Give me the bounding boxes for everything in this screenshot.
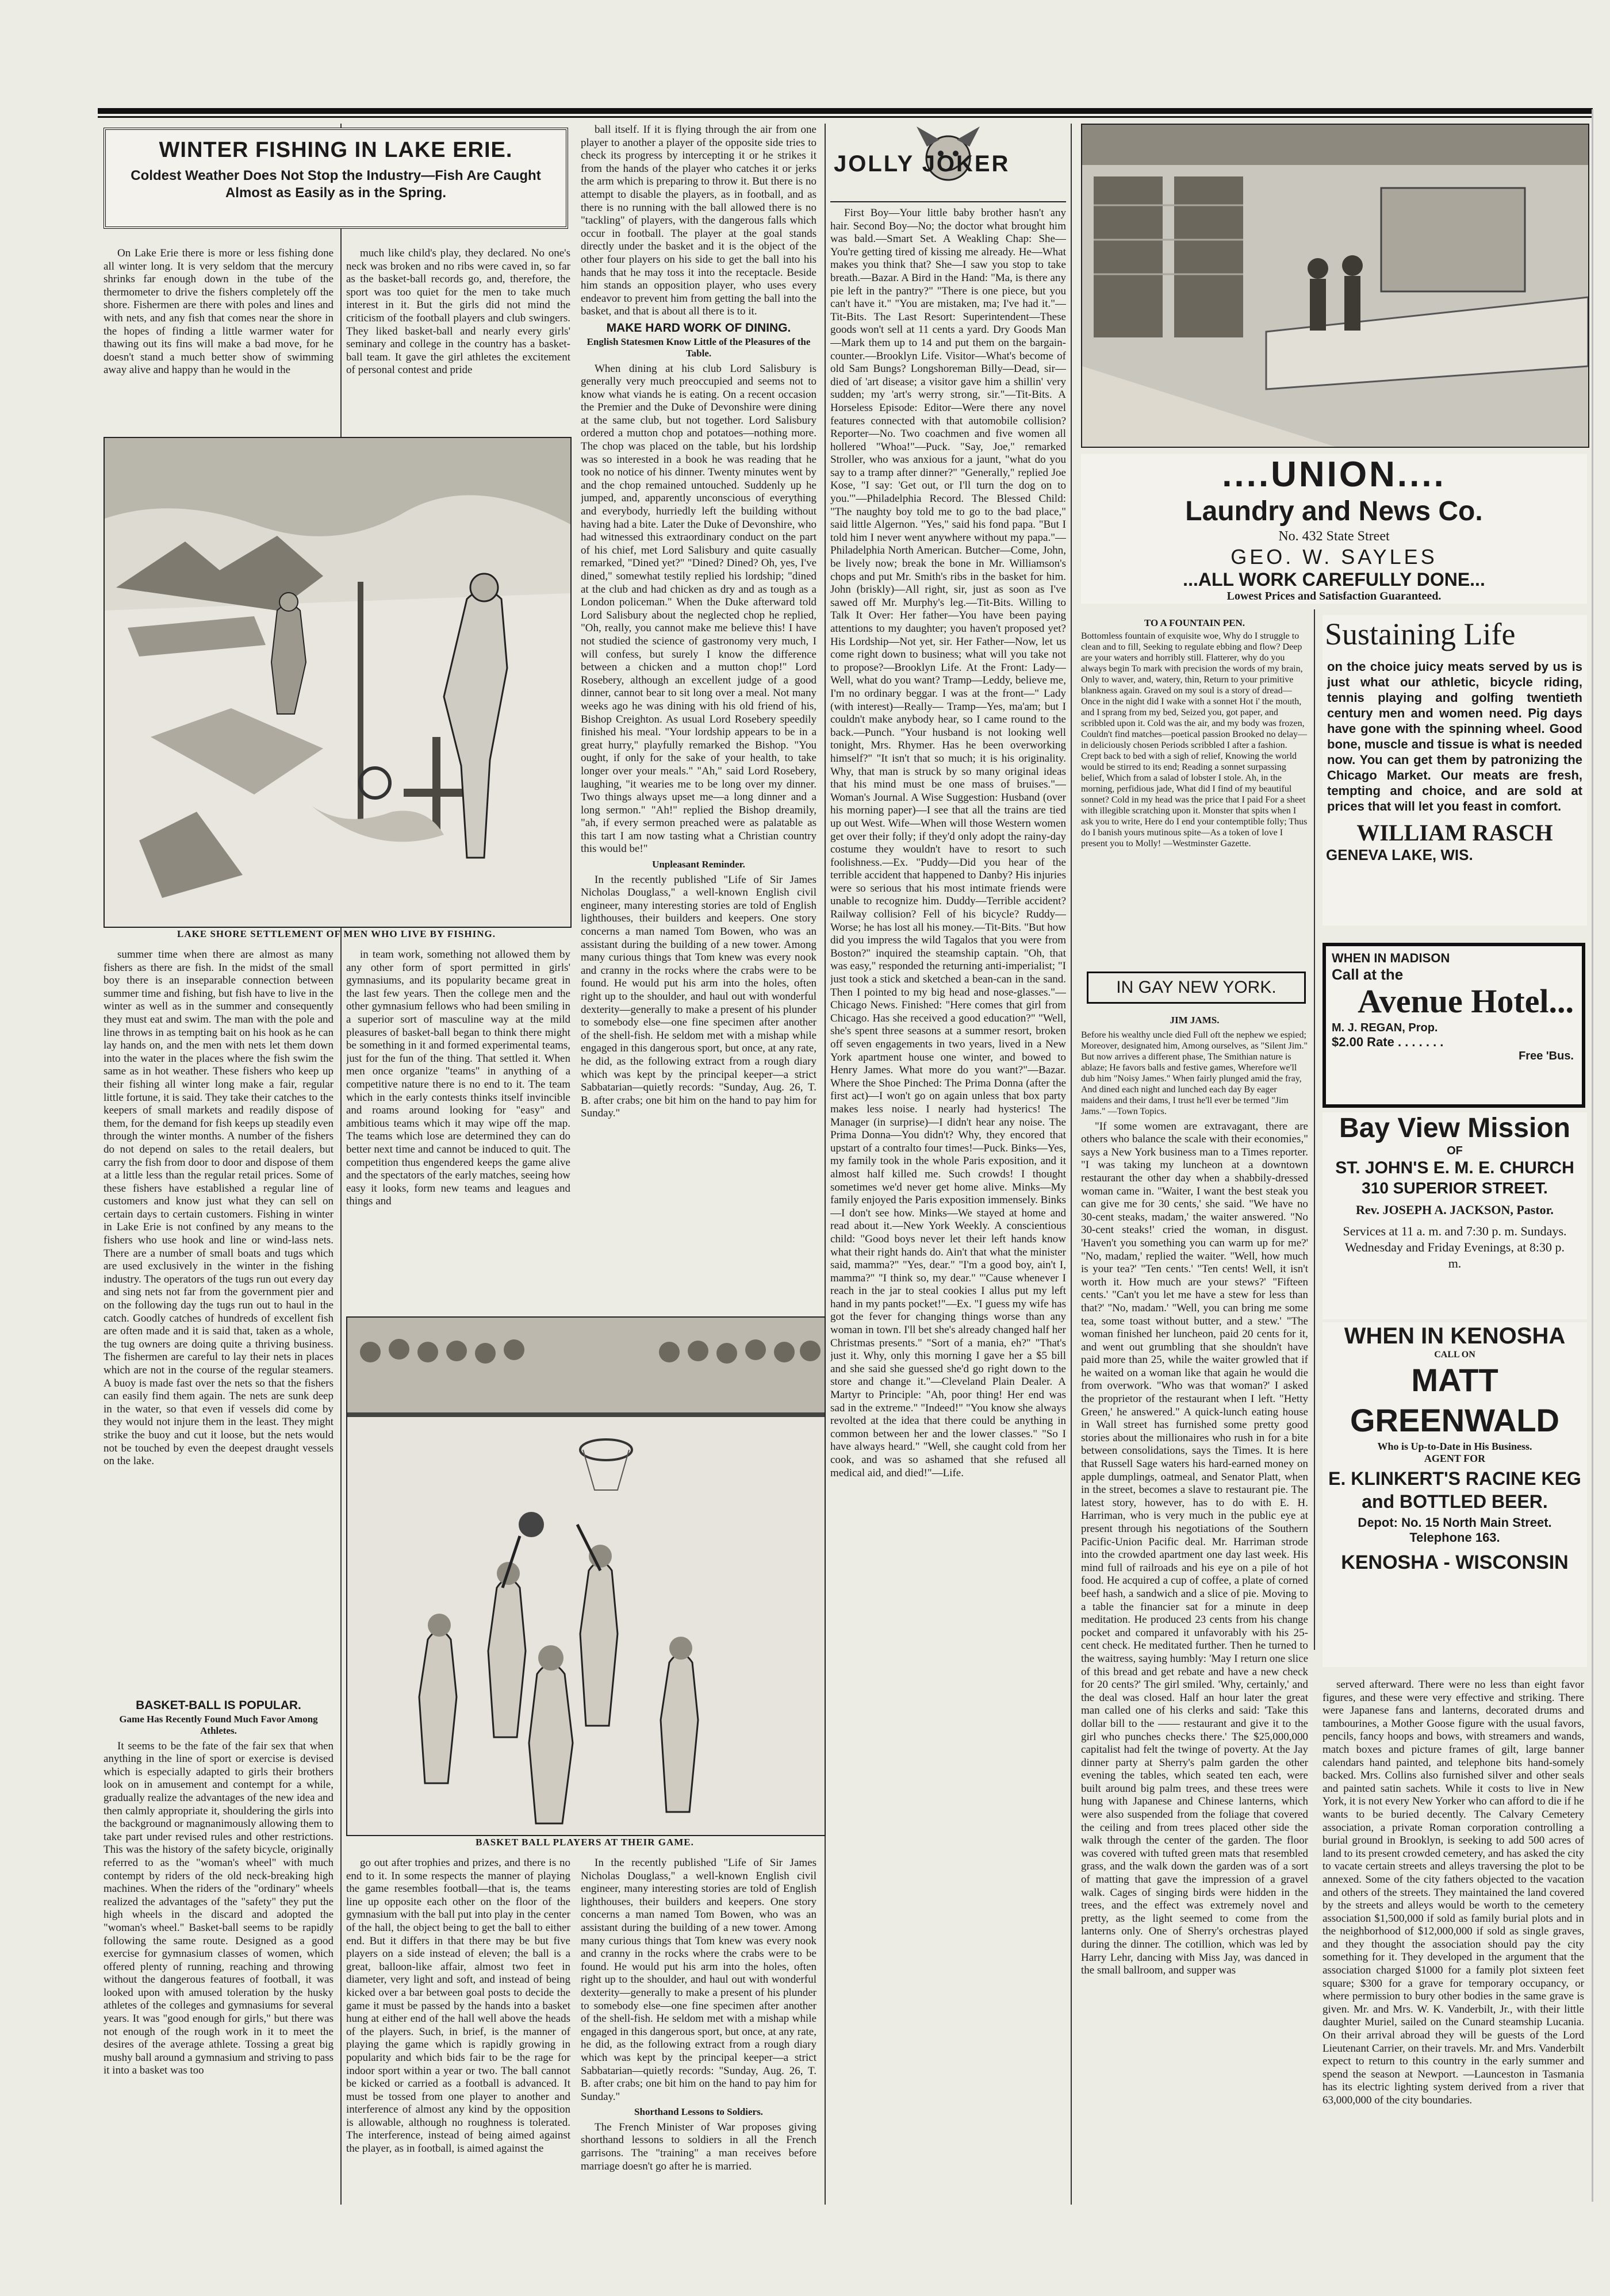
basketball-column: [346, 247, 570, 428]
kenosha-line6: Depot: No. 15 North Main Street.: [1358, 1515, 1552, 1530]
basketball-paragraph: It seems to be the fate of the fair sex that when anything in the line of sport or exercise is devised which is especially adapted to girls their brothers look on in amusement and contempt for a while, gradually realize the advantages of the new idea and then calmly appropriate it, shouldering the girls into the background or magnanimously allowing them to take part under revised rules and other restrictions. This was the history of the safety bicycle, originally referred to as the "woman's wheel" with much contempt by riders of the old neck-breaking high machines. When the riders of the "ordinary" wheels realized the advantages of the "safety" they put the high wheels in the discard and adopted the "woman's wheel." Basket-ball seems to be rapidly following the same route. Designed as a good exercise for gymnasium classes of women, which offered plenty of running, reaching and throwing without the dangerous features of football, it was looked upon with amused toleration by the husky athletes of the colleges and gymnasiums for several years. It was "good enough for girls," but there was not enough of the rough work in it to meet the desires of the average athlete. Tossing a great big mushy ball around a gymnasium and striving to pass it into a basket was too: [103, 1740, 334, 2077]
shorthand-title: Shorthand Lessons to Soldiers.: [634, 2106, 763, 2118]
kenosha-line8: KENOSHA - WISCONSIN: [1341, 1552, 1569, 1573]
gay-new-york-paragraph: "If some women are extravagant, there are others who balance the scale with their economies," says a New York business man to a Times reporter. "I was taking my luncheon at a downtown restaurant the other day when a shabbily-dressed woman came in. "Waiter, I want the best steak you can give me for 30 cents,' she said. "We have no 30-cent steaks, madam,' the waiter answered. "No 30-cent steaks!' cried the woman, in disgust. 'Haven't you something you can warm up for me?' "No, madam,' replied the waiter. "Well, how much is your tea?' "Ten cents.' "Ten cents! Well, it isn't worth it. How much are your stews?' "Fifteen cents.' "Can't you let me have a stew for less than that?' "No, madam.' "Well, you can bring me some tea, some toast without butter, and a stew.' "The woman finished her luncheon, paid 20 cents for it, and went out grumbling that she shouldn't have paid more than 25, while the waiter growled that if he waited on a woman like that again he would die from overwork. "Who was that woman?' I asked the proprietor of the restaurant when I left. "Hetty Green,' he answered." A quick-lunch eating house in Wall street has furnished some pretty good stories about the millionaires who rush in for a bite between consolidations, says the Times. It is here that Russell Sage waters his hard-earned money on apple dumplings, oatmeal, and Senator Platt, when in the street, becomes a slave to restaurant pie. The latest story, however, has to do with E. H. Harriman, who is very much in the public eye at present through his negotiations of the Southern Pacific-Union Pacific deal. Mr. Harriman strode into the crowded apartment one day last week. His mind full of railroads and his eye on a pile of hot food. He acquired a cup of coffee, a plate of corned beef hash, a sandwich and a slice of pie. Moving to a table the financier sat for a minute in deep meditation. He produced 23 cents from his change pocket and compared it unfavorably with his 25-cent check. He meditated further. Then he turned to the waitress, saying humbly: 'May I return one slice of this bread and get rebate and have a new check for 20 cents?' The girl smiled. 'Why, certainly,' and the deal was closed. Half an hour later the great man called one of his clerks and said: 'Take this dollar bill to the —— restaurant and give it to the girl who punches checks there.' The $25,000,000 capitalist had felt the twinge of poverty. At the Jay dinner party at Sherry's palm garden the other evening the tables, which seated ten each, were built around big palm trees, and these trees were hung with Japanese and Chinese lanterns, which were also suspended from the foliage that covered the ceiling and from trees placed other side the walk through the center of the garden. The floor was covered with tufted green mats that resembled grass, and the walk down the garden was of a sort of matting that gave the impression of a gravel walk. Cages of singing birds were hidden in the trees, and the effect was extremely novel and pretty, as the light seemed to come from the lanterns only. One of Sherry's orchestras played during the dinner. The cotillion, which was led by Harry Lehr, dancing with Miss Jay, was danced in the small ballroom, and supper was: [1081, 1120, 1308, 1977]
winter-fishing-headline-box: [103, 128, 568, 229]
avenue-rate: $2.00 Rate . . . . . . .: [1332, 1035, 1444, 1049]
kenosha-line2: CALL ON: [1434, 1350, 1475, 1360]
lake-shore-drawing: [105, 438, 570, 927]
center-column: [581, 124, 816, 1311]
basketball-paragraph: go out after trophies and prizes, and there is no end to it. In some respects the manner of playing the game resembles football—that is, the teams line up opposite each other on the floor of the gymnasium with the ball put into play in the center of the hall, the object being to get the ball to either end. But it differs in that there may be but five players on a side instead of eleven; the ball is a great, balloon-like affair, almost two feet in diameter, very light and soft, and instead of being kicked over a bar between goal posts to decide the game it must be passed by the hands into a basket hung at either end of the hall well above the heads of the players. Such, in brief, is the manner of playing the game which is rapidly growing in popularity and which bids fair to be the rage for indoor sport within a year or two. The ball cannot be kicked or carried as a football is advanced. It must be tossed from one player to another and interference of almost any kind by the opposition is allowable, although no roughness is tolerated. The interference, instead of being aimed against the player, as in football, is aimed against the: [346, 1857, 570, 2155]
top-rule-thin: [98, 116, 1593, 118]
store-interior-image: [1082, 125, 1588, 447]
union-laundry-ad: [1081, 454, 1587, 604]
winter-fishing-paragraph: On Lake Erie there is more or less fishing done all winter long. It is very seldom that the mercury shrinks far enough down in the tube of the thermometer to drive the fishers completely off the shore. Fishermen are there with poles and lines and with nets, and any fish that comes near the shore in the hopes of finding a little warmer water for thawing out its fins will make a bad move, for he doesn't stand a much better show of swimming away alive and happy than he would in the: [103, 247, 334, 377]
kenosha-title: MATT GREENWALD: [1350, 1362, 1559, 1438]
union-title: ....UNION....: [1222, 455, 1446, 494]
union-address: No. 432 State Street: [1278, 529, 1390, 544]
jolly-joker-banner: [830, 124, 1066, 202]
basketball-paragraph: ball itself. If it is flying through the air from one player to another a player of the opposite side tries to check its progress by intercepting it or he strikes it from the hands of the player who catches it or jerks the arm which is preparing to throw it. But there is no attempt to disable the players, as in football, and as there is no running with the ball allowed there is no "tackling" of players, with the dangerous falls which occur in football. The player at the goal stands directly under the basket and it is the object of the other four players on his side to get the ball into his hands that he may toss it into the receptacle. Beside him stands an opposition player, who uses every endeavor to prevent him from getting the ball into the basket, and that is about all there is to it.: [581, 124, 816, 318]
dining-paragraph: When dining at his club Lord Salisbury is generally very much preoccupied and seems not to know what viands he is eating. On a recent occasion the Premier and the Duke of Devonshire were dining at the same club, but not together. Lord Salisbury ordered a mutton chop and potatoes—nothing more. The chop was placed on the table, but his lordship was so interested in a book he was reading that he took no notice of his dinner. Twenty minutes went by and the chop remained untouched. Suddenly up he jumped, and, apparently unconscious of everything and everybody, hurriedly left the building without having had a bite. Later the Duke of Devonshire, who had witnessed this extraordinary conduct on the part of his chief, met Lord Salisbury and quite casually remarked, "Dined yet?" "Dined? Dined? Oh, yes, I've dined," somewhat testily replied his lordship; "dined at the club and had chicken as dry and as tough as a London policeman." When the Duke afterward told Lord Salisbury about the neglected chop he replied, "Oh, really, you cannot make me believe this! I have not studied the science of gastronomy very much, I will confess, but surely I know the difference between a chicken and a mutton chop!" Lord Rosebery, although an excellent judge of a good dinner, cannot bear to sit long over a meal. Not many weeks ago he was dining with his old friend of his, Bishop Creighton. As usual Lord Rosebery speedily finished his meal. "Your lordship appears to be in a great hurry," playfully remarked the Bishop. "You ought, if only for the sake of your health, to take longer over your meals." "Ah," said Lord Rosebery, laughing, "it wearies me to be long over my dinner. Two things always upset me—a long dinner and a long sermon." "Ah!" replied the Bishop dreamily, "ah, if every sermon preached were as palatable as this tart I am now tasting what a Christian country this would be!": [581, 362, 816, 855]
kenosha-line3: Who is Up-to-Date in His Business.: [1377, 1441, 1532, 1452]
reminder-title: Unpleasant Reminder.: [652, 859, 745, 870]
reminder-paragraph: In the recently published "Life of Sir James Nicholas Douglass," a well-known English civil engineer, many interesting stories are told of English lighthouses, their builders and keepers. One story concerns a man named Tom Bowen, who was an assistant during the building of a new tower. Among many curious things that Tom knew was every nook and cranny in the rocks where the crabs were to be found. He would put his arm into the holes, often right up to the shoulder, and haul out with wonderful dexterity—generally to make a present of his plunder to somebody else—one fine specimen after another of the shell-fish. He seldom met with a mishap while engaged in this dangerous sport, but once, at any rate, he did, as the following extract from a rough diary which was kept by the principal keeper—a strict Sabbatarian—quietly records: "Sunday, Aug. 26, T. B. after crabs; one bit him on the hand to pay him for Sunday.": [581, 1857, 816, 2103]
jolly-joker-column: [830, 207, 1066, 2196]
lake-shore-illustration: [103, 437, 572, 928]
gay-new-york-title: IN GAY NEW YORK.: [1116, 978, 1276, 997]
gay-new-york-box: [1087, 972, 1306, 1004]
basketball-article: [103, 1696, 334, 2190]
dining-title: MAKE HARD WORK OF DINING.: [606, 321, 791, 335]
avenue-hotel-ad: [1322, 943, 1585, 1108]
avenue-bus: Free 'Bus.: [1519, 1050, 1574, 1062]
column-rule: [340, 124, 342, 2205]
avenue-line2: Call at the: [1332, 966, 1404, 983]
sustaining-life-name: WILLIAM RASCH: [1356, 820, 1553, 846]
column-rule: [1314, 609, 1315, 1650]
lake-shore-caption: LAKE SHORE SETTLEMENT OF MEN WHO LIVE BY FISHING.: [177, 928, 496, 939]
kenosha-line4: AGENT FOR: [1424, 1453, 1486, 1464]
bayview-street: 310 SUPERIOR STREET.: [1362, 1179, 1548, 1197]
winter-fishing-column: [103, 949, 334, 1690]
basketball-column: [346, 949, 570, 1305]
winter-fishing-paragraph: summer time when there are almost as many fishers as there are fish. In the midst of the small boy there is an inseparable connection between summer time and fishing, but fish have to live in the winter as well as in the summer and consequently they must eat and swim. The man with the pole and line throws in as tempting bait on his hook as he can lay hands on, and the men with nets let them down into the water in the places where the fish swim the same as in hot weather. These fishers who keep up their fishing all winter long make a fair, regular little fortune, it is said. They take their catches to the keepers of small markets and readily dispose of them, for the demand for fish keeps up steadily even through the winter months. A number of the fishers do not depend on sales to the retail dealers, but carry the fish from door to door and dispose of them at a little less than the regular retail prices. Some of these fishers have established a regular line of customers and know just what they can sell on certain days to certain customers. Fishing in winter in Lake Erie is not confined by any means to the fishers who use hook and line or wind-lass nets. There are a number of small boats and tugs which are used exclusively in the winter in the fishing industry. The operators of the tugs run out every day and sing nets not far from the government pier and on the following day the tugs run out to haul in the catch. Goodly catches of hundreds of excellent fish are often made and it is said that, taken as a whole, the tug owners are doing quite a thriving business. The fishermen are careful to lay their nets in places which are not in the course of the regular steamers. A buoy is made fast over the nets so that the fishers can easily find them again. The nets are sunk deep in the water, so that even if vessels did come by they would not injure them in the least. They might strike the buoy and cut it loose, but the nets would not be touched by even the deepest draught vessels on the lake.: [103, 949, 334, 1468]
basketball-title: BASKET-BALL IS POPULAR.: [136, 1699, 301, 1712]
fountain-pen-poem: [1081, 615, 1308, 960]
jolly-joker-title: JOLLY JOKER: [834, 151, 1010, 176]
kenosha-ad: [1322, 1322, 1587, 1667]
sustaining-life-place: GENEVA LAKE, WIS.: [1326, 846, 1473, 863]
basketball-column: [346, 1857, 570, 2196]
avenue-prop: M. J. REGAN, Prop.: [1332, 1022, 1438, 1034]
gay-new-york-column: [1322, 1679, 1584, 2196]
jolly-joker-jokes: First Boy—Your little baby brother hasn't any hair. Second Boy—No; the doctor what brought him was bald.—Smart Set. A Weakling Chap: She—You're getting tired of kissing me already. He—What makes you think that? She—I saw you stop to take breath.—Bazar. A Bird in the Hand: "Ma, is there any pie left in the pantry?" "There is one piece, but you can't have it." "You are mistaken, ma; I've had it."—Tit-Bits. The Last Resort: Superintendent—These goods won't sell at 11 cents a yard. Dry Goods Man—Mark them up to 14 and put them on the bargain-counter.—Brooklyn Life. Visitor—What's become of old Sam Bungs? Longshoreman Billy—Dead, sir—died of 'art disease; a visitor gave him a shillin' very sudden; my 'art's werry strong, sir."—Tit-Bits. A Horseless Episode: Editor—Were there any novel features connected with that automobile collision? Reporter—No. Two coachmen and five women all hollered "Whoa!"—Puck. "Say, Joe," remarked Stroller, who was anxious for a jaunt, "what do you say to a tramp after dinner?" "Generally," replied Joe Kose, "I say: 'Get out, or I'll turn the dog on to you.'"—Philadelphia Record. The Blessed Child: "The naughty boy told me to go to the bad place," said little Algernon. "Yes," said his fond papa. "But I told him I never went anywhere without my papa."—Philadelphia North American. Butcher—Come, John, be lively now; break the bone in Mr. Williamson's chops and put Mr. Smith's ribs in the basket for him. John (briskly)—All right, sir, just as soon as I've sawed off Mr. Murphy's leg.—Tit-Bits. Willing to Talk It Over: Her father—You have been paying attentions to my daughter; you haven't proposed yet? His Lordship—Not yet, sir. Her Father—Now, let us come right down to business; what will you take not to propose?—Brooklyn Life. At the Front: Lady—Well, what do you want? Tramp—Leddy, believe me, I'm no ordinary beggar. I was at the front—" Lady (with interest)—Really— Tramp—Yes, ma'am; but I couldn't make anybody hear, so I came round to the back.—Punch. "Your husband is not looking well tonight, Mrs. Rhymer. Has he been overworking himself?" "It isn't that so much; it is his originality. Why, that man is struck by so many original ideas that his mind must be one mass of bruises."—Woman's Journal. A Wise Suggestion: Husband (over his morning paper)—I see that all the trains are tied up out West. Wife—When will those Western women get over their folly; if they'd only adopt the rainy-day costume they wouldn't have to resort to such foolishness.—Ex. "Puddy—Did you hear of the terrible accident that happened to Danby? His injuries were so serious that his most intimate friends were unable to recognize him. Duddy—Terrible accident? Railway collision? Fell of his bicycle? Ruddy—Worse; he has lost all his money.—Tit-Bits. "But how did you impress the wild Tagalos that you were from Boston?" inquired the steamship captain. "Oh, that was easy," responded the returning anti-imperialist; "I just took a stick and sketched a bean-can in the sand. Then I pointed to my big head and nose-glasses."—Chicago News. Finished: "Here comes that girl from Chicago. Has she received a good education?" "Well, she's spent three seasons at a summer resort, broken off seven engagements in two years, lived in a New York apartment house one winter, and bowed to Henry James. What more do you want?"—Bazar. Where the Shoe Pinched: The Prima Donna (after the first act)—I won't go on again unless that box party makes less noise. I nearly had hysterics! The Manager (in surprise)—I didn't hear any noise. The Prima Donna—You didn't? Why, they encored that upstart of a contralto four times!—Puck. Binks—Yes, my family took in the whole Paris exposition, and it almost half killed me. Such crowds! I thought sometimes we'd never get home alive. Minks—My family enjoyed the Paris exposition immensely. Binks—I don't see how. Minks—We stayed at home and read about it.—New York Weekly. A conscientious child: "Good boys never let their left hands know what their right hands do. Ain't that what the minister said, mamma?" "Yes, dear." "I'm a good boy, ain't I, mamma?" "I think so, my dear." "'Cause whenever I reach in the jar to steal cookies I allus put my left hand in my pants pocket!"—Ex. "I guess my wife has got the fever for changing things worse than any woman in town. I'll bet she's already changed half her Christmas presents." "Sort of a mania, eh?" "That's just it. Why, only this morning I gave her a $5 bill and she said she guessed she'd go right down to the store and change it."—Cleveland Plain Dealer. A Martyr to Principle: "Ah, poor thing! Her end was sad in the extreme." "Indeed!" "You know she always revolted at the idea that there could be anything in common between her and the lower classes." "So I have always heard." "Well, she caught cold from her cook, and was so ashamed that she refused all medical aid, and died!"—Life.: [830, 207, 1066, 1479]
avenue-title: Avenue Hotel...: [1358, 982, 1574, 1020]
fountain-pen-verse: Bottomless fountain of exquisite woe, Why do I struggle to clean and to fill, Seeking to regulate ebbing and flow? Deep are your waters and horribly still. Flatterer, why do you always begin To mark with precision the words of my brain, Only to waver, and, watery, thin, Return to your primitive blankness again. Graved on my soul is a story of dread—Once in the night did I wake with a sonnet Hot i' the mouth, and I sprang from my bed, Seized you, got paper, and scribbled upon it. Cold was the air, and my body was frozen, Couldn't find matches—poetical passion Brooked no delay—in deliciously chosen Periods scribbled I after a fashion. Crept back to bed with a sigh of relief, Knowing the world would be stirred to its end; Reading a sonnet surpassing belief, Which from a salad of lobster I stole. Ah, in the morning, perfidious jade, What did I find of my beautiful sonnet? Cold in my head was the price that I paid For a sheet with illegible scratching upon it. Monster that spits when I ask you to write, Here do I end your contemptible folly; Thus do I banish yours mutinous spite—As a token of love I present you to Molly! —Westminster Gazette.: [1081, 631, 1308, 848]
basketball-illustration: [346, 1316, 826, 1836]
sustaining-life-body: on the choice juicy meats served by us is just what our athletic, bicycle riding, tennis playing and golfing twentieth century men and women need. Pig days have gone with the spinning wheel. Good bone, muscle and tissue is what is needed now. You can get them by patronizing the Chicago Market. Our meats are fresh, tempting and choice, and are sold at prices that will let you feast in comfort.: [1327, 659, 1582, 813]
avenue-line1: WHEN IN MADISON: [1332, 951, 1450, 965]
basketball-paragraph: much like child's play, they declared. No one's neck was broken and no ribs were caved in, so far as the basket-ball records go, and, therefore, the sport was too quiet for the men to take much interest in it. But the girls did not mind the criticism of the football players and club swingers. They liked basket-ball and nearly every girls' seminary and college in the country has a basket-ball team. It gave the girl athletes the excitement of personal contest and pride: [346, 247, 570, 377]
bayview-title: Bay View Mission: [1339, 1113, 1570, 1143]
center-column: [581, 1857, 816, 2196]
shorthand-paragraph: The French Minister of War proposes giving shorthand lessons to soldiers in all the French garrisons. The "training" a man receives before marriage doesn't go after he is married.: [581, 2121, 816, 2172]
dining-subtitle: English Statesmen Know Little of the Pleasures of the Table.: [586, 336, 811, 359]
bayview-church: ST. JOHN'S E. M. E. CHURCH: [1335, 1158, 1574, 1177]
column-rule: [825, 124, 826, 2205]
fountain-pen-title: TO A FOUNTAIN PEN.: [1144, 617, 1245, 628]
basketball-paragraph: in team work, something not allowed them by any other form of sport permitted in girls' gymnasiums, and its popularity became great in the last few years. Then the college men and the other gymnasium fellows who had been smiling in a superior sort of masculine way at the mild pleasures of basket-ball began to think there might be something in it and formed experimental teams, just for the fun of the thing. That settled it. When men once organize "teams" in anything of a competitive nature there is no end to it. The team which in the early contests thinks itself invincible and roams around looking for "easy" and ambitious teams which it may wipe off the map. The teams which lose are determined they can do better next time and cannot be induced to quit. The competition thus engendered keeps the game alive and the spectators of the early matches, seeing how easy it looks, form new teams and leagues and things and: [346, 949, 570, 1208]
bayview-pastor: Rev. JOSEPH A. JACKSON, Pastor.: [1356, 1203, 1554, 1217]
jim-jams-title: JIM JAMS.: [1170, 1015, 1220, 1026]
column-rule: [1071, 124, 1072, 2205]
basketball-drawing: [347, 1318, 825, 1835]
union-guarantee: Lowest Prices and Satisfaction Guaranteed.: [1226, 590, 1442, 602]
winter-fishing-title: WINTER FISHING IN LAKE ERIE.: [159, 138, 513, 162]
top-rule: [98, 108, 1593, 114]
union-proprietor: GEO. W. SAYLES: [1230, 545, 1438, 569]
union-slogan: ...ALL WORK CAREFULLY DONE...: [1183, 569, 1485, 590]
winter-fishing-column: [103, 247, 334, 428]
reminder-paragraph: In the recently published "Life of Sir James Nicholas Douglass," a well-known English civil engineer, many interesting stories are told of English lighthouses, their builders and keepers. One story concerns a man named Tom Bowen, who was an assistant during the building of a new tower. Among many curious things that Tom knew was every nook and cranny in the rocks where the crabs were to be found. He would put his arm into the holes, often right up to the shoulder, and haul out with wonderful dexterity—generally to make a present of his plunder to somebody else—one fine specimen after another of the shell-fish. He seldom met with a mishap while engaged in this dangerous sport, but once, at any rate, he did, as the following extract from a rough diary which was kept by the principal keeper—a strict Sabbatarian—quietly records: "Sunday, Aug. 26, T. B. after crabs; one bit him on the hand to pay him for Sunday.": [581, 873, 816, 1120]
kenosha-line7: Telephone 163.: [1409, 1530, 1500, 1545]
kenosha-line1: WHEN IN KENOSHA: [1344, 1323, 1566, 1349]
sustaining-life-ad: [1322, 615, 1587, 926]
winter-fishing-subtitle: Coldest Weather Does Not Stop the Industry—Fish Are Caught Almost as Easily as in the Spring.: [131, 168, 541, 201]
gay-new-york-paragraph: served afterward. There were no less than eight favor figures, and these were very effective and striking. There were Japanese fans and lanterns, decorated drums and tambourines, a Mother Goose figure with the usual favors, pencils, fancy hoops and bows, with streamers and wands, match boxes and picture frames of gilt, large banner calendars hand painted, and telephone bits hand-somely backed. Mrs. Collins also furnished silver and other seals and painted satin sachets. While it costs to live in New York, it is not every New Yorker who can afford to die if he wants to be buried decently. The Calvary Cemetery association, a private Roman corporation controlling a burial ground in Brooklyn, is seeking to add 500 acres of land to its present crowded cemetery, and has asked the city to vacate certain streets and alleys traversing the plot to be annexed. Some of the city fathers objected to the vacation and others of the streets. They maintained the land covered by the streets and alleys would be worth to the cemetery association $1,500,000 if sold as family burial plots and in the neighborhood of $12,000,000 if sold as single graves, and they thought the association should pay the city something for it. They developed in the argument that the association charged $1000 for a family plot sixteen feet square; $300 for a grave for temporary occupancy, or where permission to bury other bodies in the same grave is given. Mr. and Mrs. W. K. Vanderbilt, Jr., with their little daughter Muriel, sailed on the Cunard steamship Lucania. On their arrival abroad they will be guests of the Lord Lieutenant Carrier, on their travels. Mr. and Mrs. Vanderbilt expect to return to this country in the early summer and spend the season at Newport. —Launceston in Tasmania has its electric lighting system derived from a river that 63,000,000 of the city boundaries.: [1322, 1679, 1584, 2106]
basketball-subtitle: Game Has Recently Found Much Favor Among Athletes.: [119, 1713, 318, 1736]
page-edge: [1592, 109, 1593, 2202]
bayview-services: Services at 11 a. m. and 7:30 p. m. Sundays. Wednesday and Friday Evenings, at 8:30 p. m.: [1343, 1224, 1567, 1270]
jim-jams-verse: Before his wealthy uncle died Full oft the nephew we espied; Moreover, designated him, Among ourselves, as "Silent Jim." But now arrives a different phase, The Smithian nature is ablaze; He favors balls and festive games, Wherefore we'll dub him "Noisy James." When fairly plunged amid the fray, And dined each night and lunched each day By eager maidens and their dams, I trust he'll ever be termed "Jim Jams." —Town Topics.: [1081, 1030, 1308, 1116]
store-interior-photo: [1081, 124, 1589, 448]
kenosha-line5: E. KLINKERT'S RACINE KEG and BOTTLED BEER.: [1328, 1468, 1581, 1512]
sustaining-life-title: Sustaining Life: [1325, 617, 1516, 651]
bayview-mission-ad: [1322, 1112, 1587, 1319]
basketball-caption: BASKET BALL PLAYERS AT THEIR GAME.: [476, 1837, 694, 1848]
union-subtitle: Laundry and News Co.: [1185, 496, 1483, 527]
bayview-of: OF: [1447, 1145, 1463, 1157]
gay-new-york-column: [1081, 1012, 1308, 2196]
